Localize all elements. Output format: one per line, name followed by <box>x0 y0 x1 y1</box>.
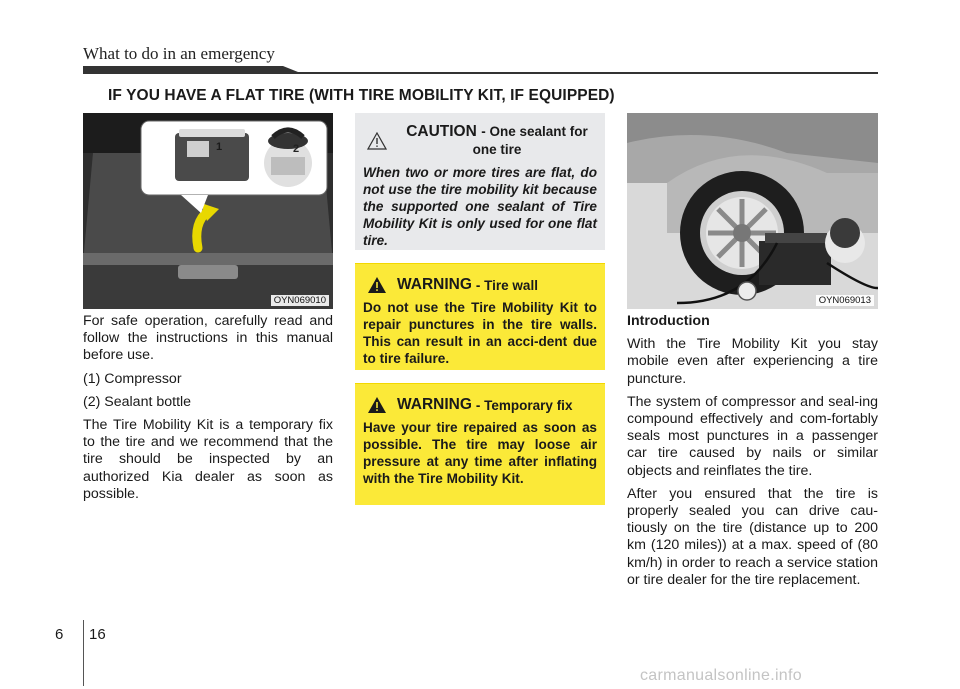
caution-label: CAUTION <box>406 123 477 140</box>
watermark: carmanualsonline.info <box>640 667 802 684</box>
footer-divider <box>83 620 84 686</box>
callout-1: 1 <box>216 141 223 153</box>
warning-text: Do not use the Tire Mobility Kit to repair punctures in the tire walls. This can result in an acci-dent due to tire failure. <box>363 300 597 366</box>
figure-label: OYN069010 <box>271 295 329 306</box>
tire-illustration <box>627 113 878 309</box>
figure-label: OYN069013 <box>816 295 874 306</box>
paragraph: With the Tire Mobility Kit you stay mobile even after experiencing a tire puncture. <box>627 336 878 387</box>
header-rule <box>83 64 878 74</box>
callout-2: 2 <box>293 143 300 155</box>
warning-heading <box>363 396 597 414</box>
running-header: What to do in an emergency <box>83 44 275 63</box>
caution-heading <box>363 123 597 159</box>
warning-label: WARNING <box>397 276 472 293</box>
left-column-text <box>83 313 333 509</box>
caution-text: When two or more tires are flat, do not use the tire mobility kit because the supported one sealant of Tire Mobility Kit is only used for one flat tire. <box>363 165 597 248</box>
caution-triangle-icon <box>367 132 387 150</box>
paragraph: The Tire Mobility Kit is a temporary fix to the tire and we recommend that the tire should be inspected by an authorized Kia dealer as soon as possible. <box>83 417 333 502</box>
caution-box <box>355 113 605 250</box>
page-number: 16 <box>89 626 106 643</box>
introduction-heading: Introduction <box>627 313 710 329</box>
paragraph: The system of compressor and seal-ing compound effectively and com-fortably seals most punctures in a passenger car tire caused by nails or similar objects and reinflates the tire. <box>627 393 878 479</box>
warning-label: WARNING <box>397 396 472 413</box>
list-item-sealant: (2) Sealant bottle <box>83 393 192 410</box>
warning-text: Have your tire repaired as soon as possible. The tire may loose air pressure at any time after inflating with the Tire Mobility Kit. <box>363 420 597 486</box>
list-item-compressor: (1) Compressor <box>83 370 182 387</box>
right-column-text <box>627 313 878 595</box>
warning-box-temporary-fix <box>355 383 605 505</box>
warning-box-tire-wall <box>355 263 605 370</box>
warning-heading <box>363 276 597 294</box>
warning-subheading: - Tire wall <box>475 277 538 293</box>
warning-subheading: - Temporary fix <box>475 397 573 413</box>
figure-tire-compressor <box>627 113 878 309</box>
warning-triangle-icon <box>367 276 387 294</box>
paragraph: After you ensured that the tire is properly sealed you can drive cau-tiously on the tire (distance up to 200 km (120 miles)) at a max. speed of (80 km/h) in order to reach a service station or tire dealer for the tire replacement. <box>627 485 878 588</box>
figure-trunk-kit <box>83 113 333 309</box>
section-title: IF YOU HAVE A FLAT TIRE (WITH TIRE MOBILITY KIT, IF EQUIPPED) <box>108 87 615 104</box>
paragraph: For safe operation, carefully read and follow the instructions in this manual before use. <box>83 313 333 364</box>
chapter-number: 6 <box>55 626 64 643</box>
warning-triangle-icon <box>367 396 387 414</box>
caution-subheading: - One sealant for one tire <box>472 124 588 157</box>
